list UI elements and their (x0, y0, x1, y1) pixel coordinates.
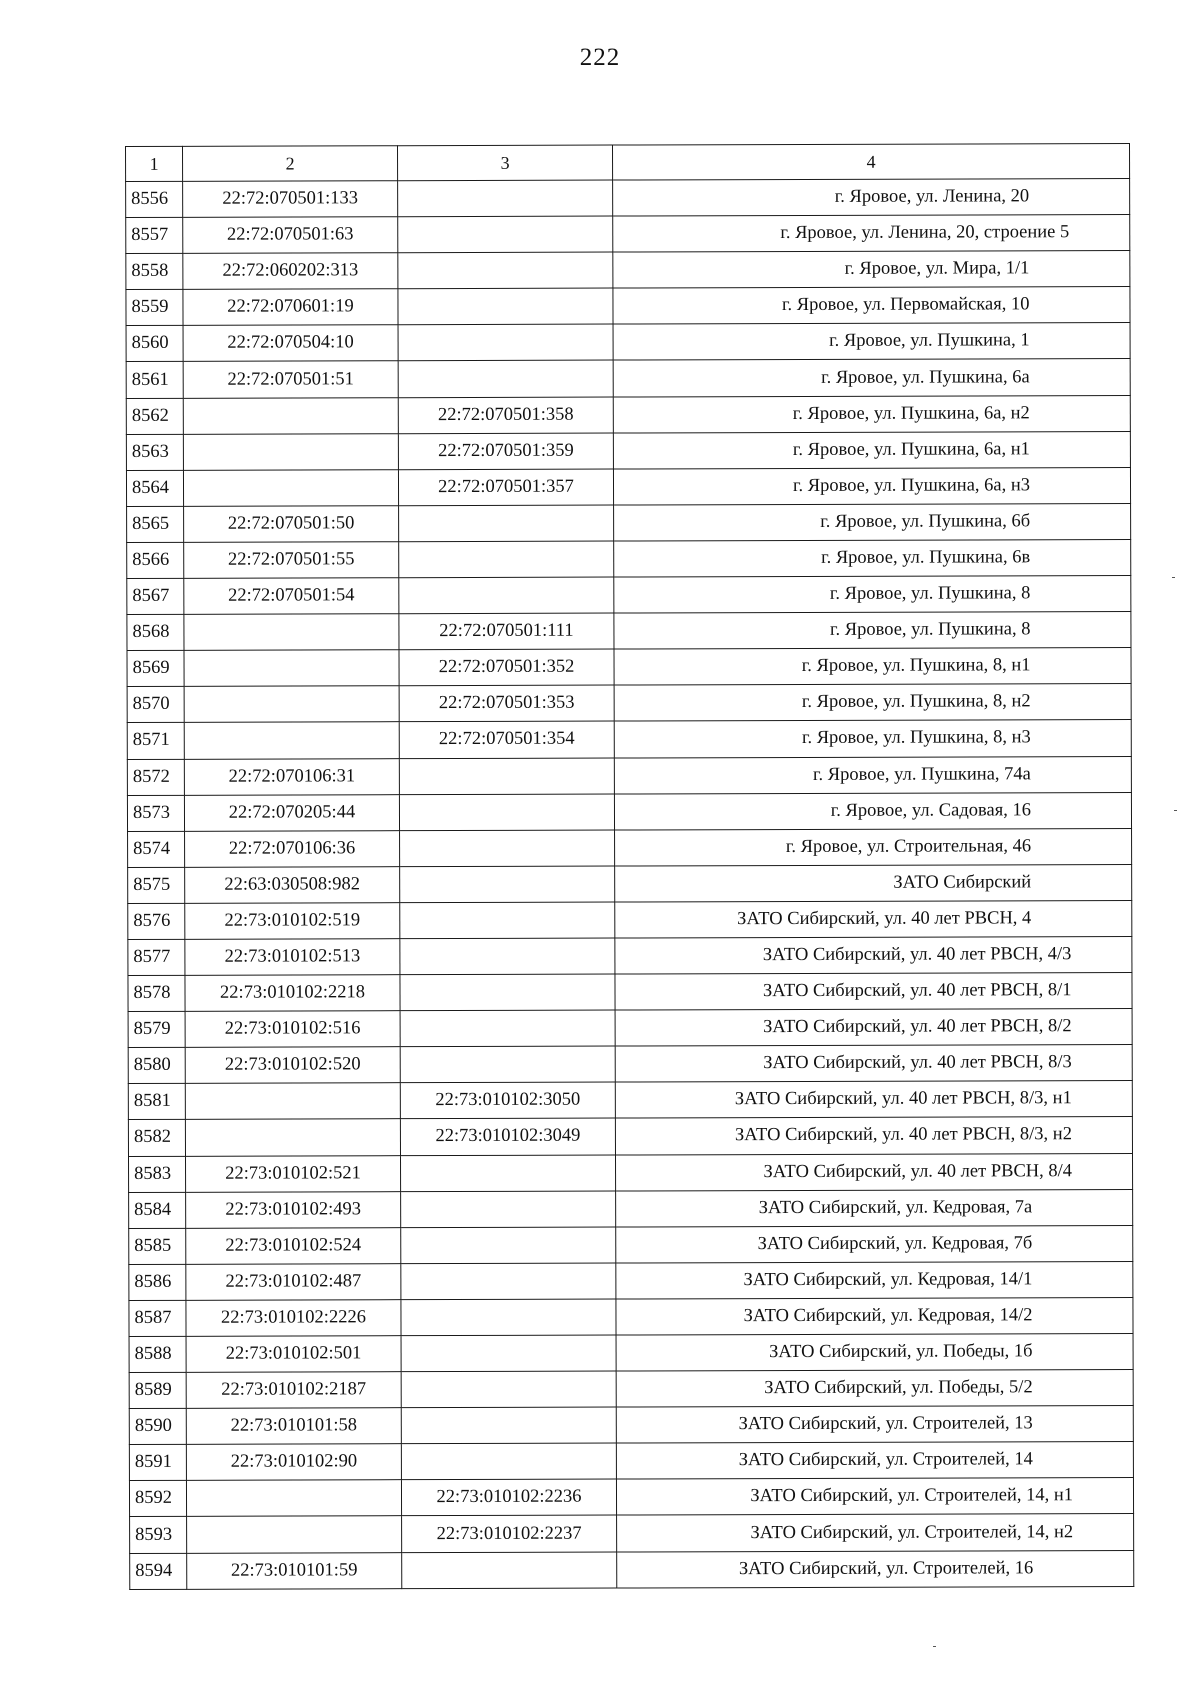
address-cell: ЗАТО Сибирский, ул. 40 лет РВСН, 8/3, н1 (615, 1081, 1132, 1119)
address-cell: г. Яровое, ул. Пушкина, 8, н1 (614, 648, 1131, 686)
premises-number-cell (401, 1443, 616, 1480)
row-number-cell: 8593 (130, 1517, 187, 1553)
table-row (126, 287, 1130, 326)
row-number-cell: 8556 (126, 181, 183, 217)
premises-number-cell (401, 1227, 616, 1264)
row-number-cell: 8572 (127, 759, 184, 795)
premises-number-cell: 22:72:070501:359 (398, 433, 613, 470)
row-number-cell: 8558 (126, 254, 183, 290)
address-cell: г. Яровое, ул. Пушкина, 1 (613, 323, 1130, 361)
premises-number-cell (400, 1010, 615, 1047)
row-number-cell: 8575 (128, 867, 185, 903)
row-number-cell: 8592 (129, 1481, 186, 1517)
row-number-cell: 8584 (129, 1192, 186, 1228)
header-row (126, 144, 1130, 182)
address-cell: ЗАТО Сибирский, ул. 40 лет РВСН, 8/3, н2 (615, 1117, 1132, 1155)
row-number-cell: 8562 (126, 398, 183, 434)
row-number-cell: 8588 (129, 1336, 186, 1372)
table-body (126, 179, 1134, 1590)
table-row (128, 973, 1132, 1012)
premises-number-cell: 22:72:070501:354 (399, 721, 614, 758)
table-row (129, 1478, 1133, 1517)
cadastral-number-cell: 22:72:070501:50 (184, 506, 399, 543)
cadastral-number-cell: 22:73:010102:524 (186, 1227, 401, 1264)
address-cell: г. Яровое, ул. Пушкина, 6а, н3 (613, 467, 1130, 505)
row-number-cell: 8580 (128, 1048, 185, 1084)
address-cell: г. Яровое, ул. Пушкина, 8 (614, 576, 1131, 614)
row-number-cell: 8569 (127, 651, 184, 687)
row-number-cell: 8565 (127, 506, 184, 542)
table-row (129, 1406, 1133, 1445)
cadastral-number-cell: 22:72:070601:19 (183, 289, 398, 326)
address-cell: ЗАТО Сибирский, ул. Строителей, 16 (617, 1550, 1134, 1588)
premises-number-cell (399, 577, 614, 614)
address-cell: г. Яровое, ул. Пушкина, 6а, н1 (613, 431, 1130, 469)
premises-number-cell: 22:72:070501:353 (399, 685, 614, 722)
cadastral-number-cell: 22:73:010102:2218 (185, 975, 400, 1012)
row-number-cell: 8589 (129, 1372, 186, 1408)
premises-number-cell: 22:73:010102:2236 (401, 1479, 616, 1516)
table-row (129, 1261, 1133, 1300)
cadastral-number-cell: 22:73:010102:513 (185, 939, 400, 976)
premises-number-cell (399, 505, 614, 542)
address-cell: г. Яровое, ул. Строительная, 46 (615, 828, 1132, 866)
row-number-cell: 8560 (126, 326, 183, 362)
table-row (129, 1225, 1133, 1264)
premises-number-cell: 22:73:010102:3050 (400, 1082, 615, 1119)
row-number-cell: 8578 (128, 975, 185, 1011)
address-cell: г. Яровое, ул. Ленина, 20 (613, 179, 1130, 217)
cadastral-number-cell: 22:72:070501:55 (184, 542, 399, 579)
table-row (127, 720, 1131, 759)
cadastral-number-cell: 22:72:070504:10 (183, 325, 398, 362)
table-row (127, 612, 1131, 651)
cadastral-number-cell: 22:72:070501:51 (183, 361, 398, 398)
row-number-cell: 8587 (129, 1300, 186, 1336)
address-cell: ЗАТО Сибирский, ул. 40 лет РВСН, 8/3 (615, 1045, 1132, 1083)
row-number-cell: 8585 (129, 1228, 186, 1264)
cadastral-number-cell: 22:73:010101:59 (187, 1552, 402, 1589)
table-row (128, 1081, 1132, 1120)
table-row (130, 1514, 1134, 1553)
table-row (129, 1442, 1133, 1481)
premises-number-cell (400, 1046, 615, 1083)
address-cell: ЗАТО Сибирский, ул. 40 лет РВСН, 8/1 (615, 973, 1132, 1011)
row-number-cell: 8561 (126, 362, 183, 398)
address-cell: ЗАТО Сибирский, ул. Строителей, 14 (616, 1442, 1133, 1480)
premises-number-cell (401, 1371, 616, 1408)
table-row (129, 1370, 1133, 1409)
row-number-cell: 8591 (129, 1445, 186, 1481)
address-cell: ЗАТО Сибирский, ул. Победы, 5/2 (616, 1370, 1133, 1408)
header-col-4: 4 (612, 144, 1129, 181)
table-row (126, 251, 1130, 290)
row-number-cell: 8577 (128, 939, 185, 975)
cadastral-number-cell: 22:72:070501:54 (184, 578, 399, 615)
scan-speck (1172, 577, 1175, 578)
table-row (126, 431, 1130, 470)
cadastral-number-cell: 22:73:010101:58 (186, 1408, 401, 1445)
table-row (127, 539, 1131, 578)
address-cell: ЗАТО Сибирский, ул. Строителей, 14, н2 (617, 1514, 1134, 1552)
table-row (126, 323, 1130, 362)
address-cell: г. Яровое, ул. Мира, 1/1 (613, 251, 1130, 289)
premises-number-cell (399, 758, 614, 795)
address-cell: г. Яровое, ул. Пушкина, 74а (614, 756, 1131, 794)
cadastral-number-cell (184, 650, 399, 687)
cadastral-number-cell: 22:73:010102:521 (185, 1155, 400, 1192)
premises-number-cell: 22:73:010102:3049 (400, 1118, 615, 1155)
table-row (130, 1550, 1134, 1589)
address-cell: ЗАТО Сибирский, ул. Кедровая, 14/2 (616, 1297, 1133, 1335)
table-row (127, 756, 1131, 795)
cadastral-number-cell (186, 1480, 401, 1517)
header-col-1: 1 (126, 146, 183, 181)
table-row (127, 576, 1131, 615)
row-number-cell: 8582 (128, 1120, 185, 1156)
premises-number-cell (398, 324, 613, 361)
cadastral-number-cell: 22:72:070501:63 (183, 217, 398, 254)
cadastral-number-cell (187, 1516, 402, 1553)
premises-number-cell (398, 361, 613, 398)
premises-number-cell (399, 541, 614, 578)
row-number-cell: 8567 (127, 578, 184, 614)
address-cell: г. Яровое, ул. Первомайская, 10 (613, 287, 1130, 325)
cadastral-number-cell: 22:73:010102:2187 (186, 1372, 401, 1409)
header-col-2: 2 (183, 146, 398, 182)
address-cell: г. Яровое, ул. Садовая, 16 (614, 792, 1131, 830)
table-row (127, 792, 1131, 831)
table-row (126, 179, 1130, 218)
row-number-cell: 8579 (128, 1011, 185, 1047)
premises-number-cell (399, 794, 614, 831)
table-row (127, 503, 1131, 542)
table-row (128, 864, 1132, 903)
address-cell: г. Яровое, ул. Ленина, 20, строение 5 (613, 215, 1130, 253)
address-cell: ЗАТО Сибирский, ул. Кедровая, 14/1 (616, 1261, 1133, 1299)
premises-number-cell: 22:73:010102:2237 (402, 1516, 617, 1553)
table-row (128, 1153, 1132, 1192)
row-number-cell: 8594 (130, 1553, 187, 1589)
address-cell: г. Яровое, ул. Пушкина, 6в (614, 539, 1131, 577)
cadastral-number-cell: 22:73:010102:493 (186, 1191, 401, 1228)
row-number-cell: 8559 (126, 290, 183, 326)
cadastral-number-cell: 22:73:010102:487 (186, 1263, 401, 1300)
premises-number-cell (398, 288, 613, 325)
register-table (125, 143, 1134, 1590)
premises-number-cell: 22:72:070501:352 (399, 649, 614, 686)
table-row (128, 1117, 1132, 1156)
premises-number-cell: 22:72:070501:358 (398, 397, 613, 434)
address-cell: г. Яровое, ул. Пушкина, 6а, н2 (613, 395, 1130, 433)
cadastral-number-cell: 22:72:070205:44 (184, 794, 399, 831)
table-row (128, 936, 1132, 975)
header-col-3: 3 (398, 145, 613, 181)
page-number: 222 (579, 44, 621, 71)
premises-number-cell (398, 252, 613, 289)
cadastral-number-cell: 22:63:030508:982 (185, 866, 400, 903)
table-row (126, 215, 1130, 254)
row-number-cell: 8557 (126, 217, 183, 253)
row-number-cell: 8566 (127, 542, 184, 578)
scan-speck (933, 1646, 936, 1647)
address-cell: г. Яровое, ул. Пушкина, 8 (614, 612, 1131, 650)
cadastral-number-cell (184, 686, 399, 723)
cadastral-number-cell: 22:73:010102:520 (185, 1047, 400, 1084)
row-number-cell: 8581 (128, 1084, 185, 1120)
row-number-cell: 8586 (129, 1264, 186, 1300)
table-row (128, 900, 1132, 939)
cadastral-number-cell: 22:72:060202:313 (183, 253, 398, 290)
address-cell: ЗАТО Сибирский, ул. Строителей, 14, н1 (616, 1478, 1133, 1516)
address-cell: ЗАТО Сибирский, ул. Победы, 1б (616, 1334, 1133, 1372)
table-row (127, 648, 1131, 687)
premises-number-cell (400, 974, 615, 1011)
cadastral-number-cell: 22:73:010102:516 (185, 1011, 400, 1048)
table-row (129, 1334, 1133, 1373)
row-number-cell: 8568 (127, 614, 184, 650)
premises-number-cell (400, 938, 615, 975)
table-row (126, 467, 1130, 506)
premises-number-cell: 22:72:070501:357 (398, 469, 613, 506)
address-cell: ЗАТО Сибирский, ул. 40 лет РВСН, 4/3 (615, 936, 1132, 974)
table-row (127, 684, 1131, 723)
premises-number-cell (402, 1552, 617, 1589)
cadastral-number-cell (184, 614, 399, 651)
premises-number-cell (401, 1263, 616, 1300)
address-cell: ЗАТО Сибирский, ул. 40 лет РВСН, 8/2 (615, 1009, 1132, 1047)
premises-number-cell (401, 1335, 616, 1372)
premises-number-cell (401, 1407, 616, 1444)
address-cell: ЗАТО Сибирский (615, 864, 1132, 902)
cadastral-number-cell: 22:73:010102:2226 (186, 1300, 401, 1337)
table-row (126, 359, 1130, 398)
row-number-cell: 8573 (127, 795, 184, 831)
table-row (126, 395, 1130, 434)
cadastral-number-cell: 22:72:070106:31 (184, 758, 399, 795)
cadastral-number-cell (183, 469, 398, 506)
cadastral-number-cell (185, 1119, 400, 1156)
address-cell: ЗАТО Сибирский, ул. 40 лет РВСН, 4 (615, 900, 1132, 938)
premises-number-cell (401, 1191, 616, 1228)
table-row (129, 1189, 1133, 1228)
table-row (128, 828, 1132, 867)
premises-number-cell (401, 1299, 616, 1336)
row-number-cell: 8576 (128, 903, 185, 939)
cadastral-number-cell (184, 722, 399, 759)
address-cell: ЗАТО Сибирский, ул. Строителей, 13 (616, 1406, 1133, 1444)
cadastral-number-cell: 22:72:070501:133 (183, 181, 398, 218)
scan-speck (1174, 810, 1177, 811)
cadastral-number-cell (185, 1083, 400, 1120)
premises-number-cell (400, 902, 615, 939)
premises-number-cell: 22:72:070501:111 (399, 613, 614, 650)
row-number-cell: 8590 (129, 1409, 186, 1445)
row-number-cell: 8570 (127, 687, 184, 723)
row-number-cell: 8574 (128, 831, 185, 867)
premises-number-cell (400, 830, 615, 867)
cadastral-number-cell (183, 397, 398, 434)
address-cell: ЗАТО Сибирский, ул. Кедровая, 7б (616, 1225, 1133, 1263)
cadastral-number-cell: 22:73:010102:519 (185, 903, 400, 940)
premises-number-cell (398, 216, 613, 253)
cadastral-number-cell (183, 433, 398, 470)
row-number-cell: 8563 (126, 434, 183, 470)
table-row (129, 1297, 1133, 1336)
row-number-cell: 8571 (127, 723, 184, 759)
cadastral-number-cell: 22:73:010102:90 (186, 1444, 401, 1481)
table-row (128, 1009, 1132, 1048)
address-cell: ЗАТО Сибирский, ул. Кедровая, 7а (616, 1189, 1133, 1227)
cadastral-number-cell: 22:72:070106:36 (185, 830, 400, 867)
address-cell: г. Яровое, ул. Пушкина, 8, н3 (614, 720, 1131, 758)
premises-number-cell (400, 866, 615, 903)
premises-number-cell (400, 1155, 615, 1192)
address-cell: ЗАТО Сибирский, ул. 40 лет РВСН, 8/4 (615, 1153, 1132, 1191)
address-cell: г. Яровое, ул. Пушкина, 8, н2 (614, 684, 1131, 722)
address-cell: г. Яровое, ул. Пушкина, 6б (614, 503, 1131, 541)
table-row (128, 1045, 1132, 1084)
premises-number-cell (398, 180, 613, 217)
address-cell: г. Яровое, ул. Пушкина, 6а (613, 359, 1130, 397)
row-number-cell: 8583 (128, 1156, 185, 1192)
cadastral-number-cell: 22:73:010102:501 (186, 1336, 401, 1373)
row-number-cell: 8564 (126, 470, 183, 506)
